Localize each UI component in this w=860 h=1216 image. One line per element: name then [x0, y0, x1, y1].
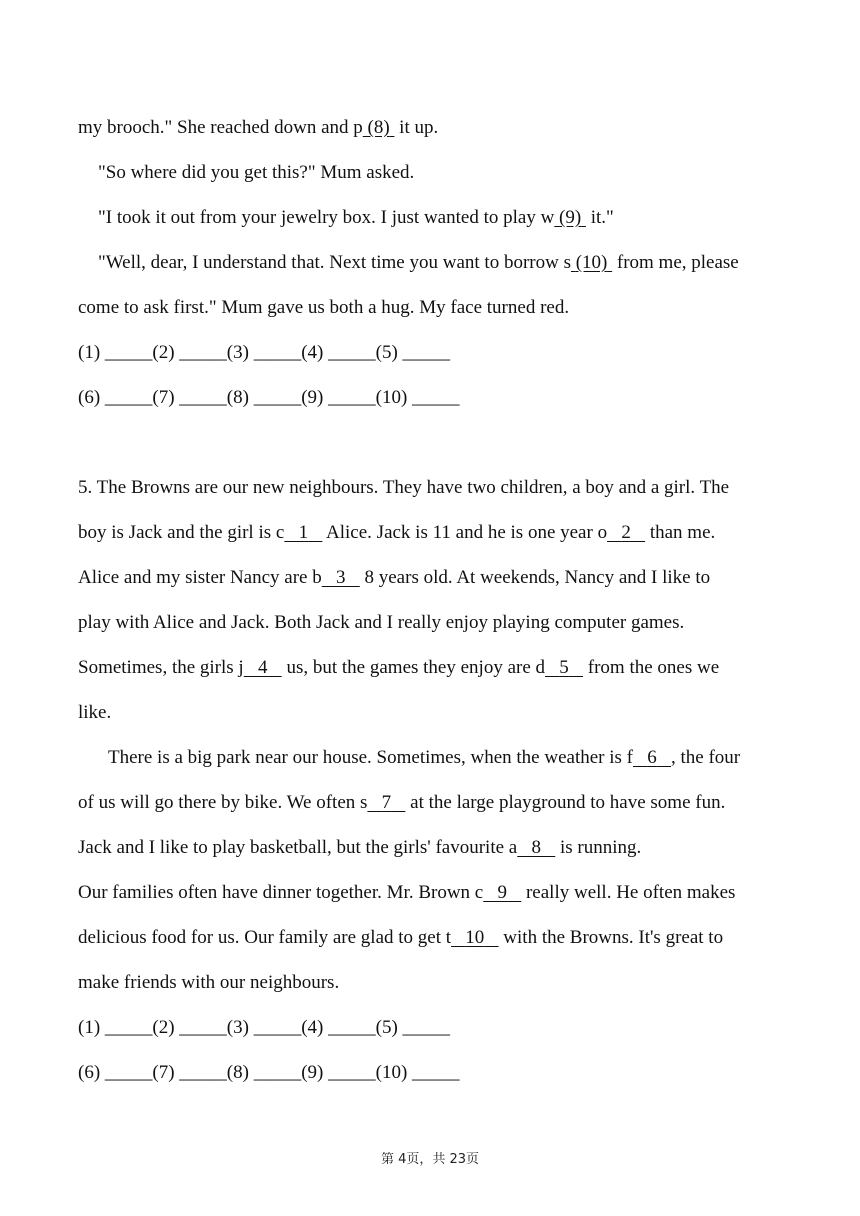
p5-line-6: like. [78, 702, 112, 723]
p4-line-1 [78, 116, 438, 140]
p5-line-12: make friends with our neighbours. [78, 972, 340, 993]
text: "I took it out from your jewelry box. I just wanted to play w [98, 207, 555, 228]
p5-line-8: of us will go there by bike. We often s 7 at the large playground to have some fun. [78, 792, 726, 813]
blank-9: (9) [559, 207, 582, 228]
blank-5: 5 [559, 657, 569, 678]
p5-line-3: Alice and my sister Nancy are b 3 8 years old. At weekends, Nancy and I like to [78, 567, 711, 588]
blank-7: 7 [381, 792, 392, 813]
blank-10: 10 [465, 927, 485, 948]
blank-10: (10) [575, 252, 608, 273]
p4-line-4 [98, 251, 739, 275]
p5-line-2: boy is Jack and the girl is c 1 Alice. Jack is 11 and he is one year o 2 than me. [78, 522, 716, 543]
p4-line-2: "So where did you get this?" Mum asked. [98, 162, 415, 183]
p5-line-5: Sometimes, the girls j 4 us, but the games they enjoy are d 5 from the ones we [78, 657, 720, 678]
p5-line-11: delicious food for us. Our family are glad to get t 10 with the Browns. It's great to [78, 927, 724, 948]
text: from me, please [612, 252, 739, 273]
page-footer: 第 4页，共 23页 [380, 1152, 480, 1167]
p4-answers-1: (1) _____(2) _____(3) _____(4) _____(5) _____ [78, 342, 451, 363]
text: my brooch." She reached down and p [78, 117, 363, 138]
blank-9: 9 [497, 882, 507, 903]
p5-line-7: There is a big park near our house. Sometimes, when the weather is f 6 , the four [108, 747, 741, 768]
blank-4: 4 [257, 657, 268, 678]
p5-line-1: 5. The Browns are our new neighbours. They have two children, a boy and a girl. The [78, 477, 730, 498]
p5-line-9: Jack and I like to play basketball, but the girls' favourite a 8 is running. [78, 837, 642, 858]
p5-line-4: play with Alice and Jack. Both Jack and I really enjoy playing computer games. [78, 612, 685, 633]
blank-8: (8) [367, 117, 390, 138]
p4-answers-2: (6) _____(7) _____(8) _____(9) _____(10) _____ [78, 387, 460, 408]
p4-line-3 [98, 206, 614, 230]
text: it up. [394, 117, 439, 138]
blank-6: 6 [647, 747, 657, 768]
text: "Well, dear, I understand that. Next time you want to borrow s [98, 252, 571, 273]
p5-line-10: Our families often have dinner together. Mr. Brown c 9 really well. He often makes [78, 882, 736, 903]
p4-line-5: come to ask first." Mum gave us both a hug. My face turned red. [78, 297, 570, 318]
blank-3: 3 [336, 567, 346, 588]
blank-1: 1 [298, 522, 309, 543]
text: it." [585, 207, 614, 228]
p5-answers-2: (6) _____(7) _____(8) _____(9) _____(10) _____ [78, 1062, 460, 1083]
blank-8: 8 [531, 837, 541, 858]
blank-2: 2 [621, 522, 631, 543]
p5-answers-1: (1) _____(2) _____(3) _____(4) _____(5) _____ [78, 1017, 451, 1038]
